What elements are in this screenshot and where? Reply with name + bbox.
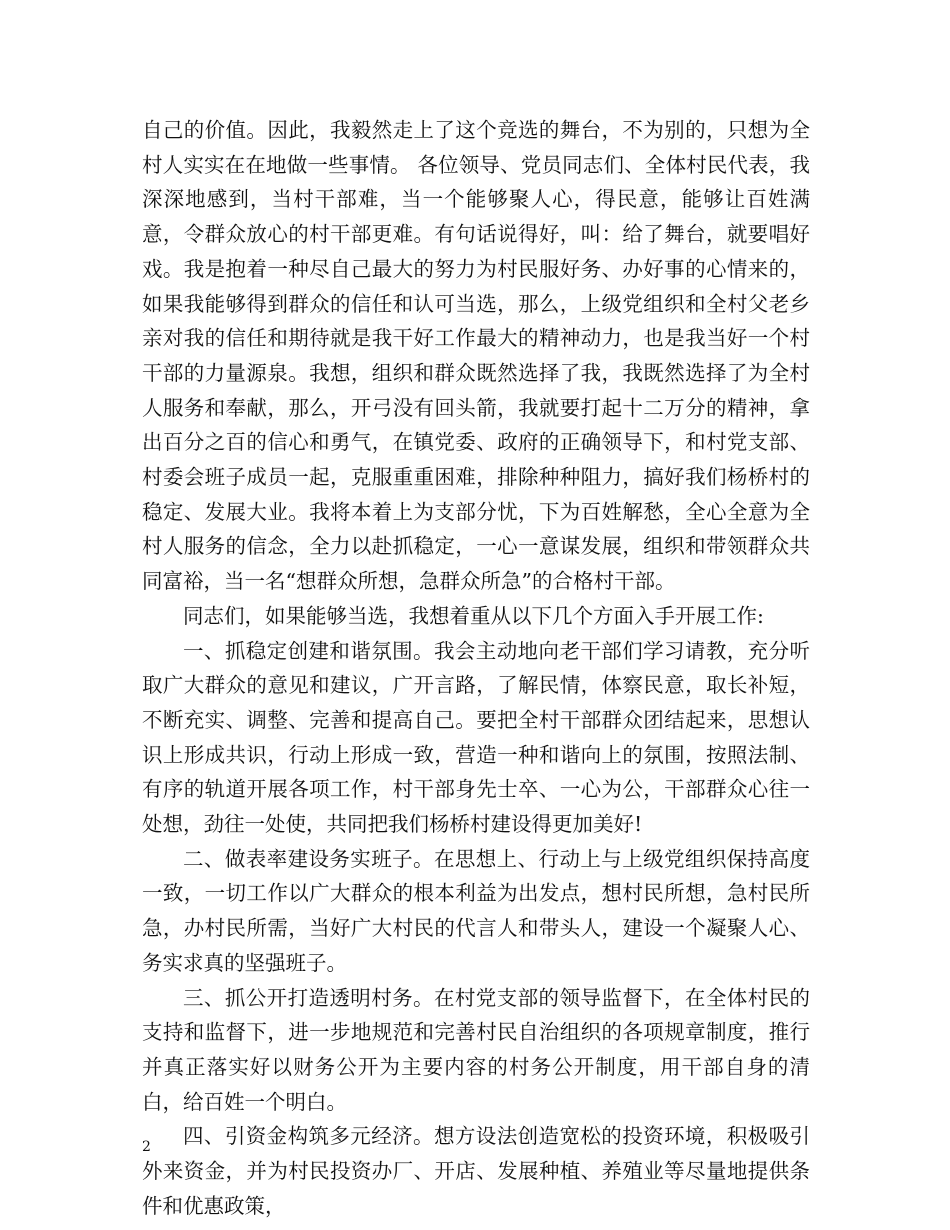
page-number: 2 — [142, 1139, 151, 1155]
page-body — [142, 113, 810, 1224]
paragraph-point-one: 一、抓稳定创建和谐氛围。我会主动地向老干部们学习请教，充分听取广大群众的意见和建议，广开言路，了解民情，体察民意，取长补短，不断充实、调整、完善和提高自己。要把全村干部群众团结起来，思想认识上形成共识，行动上形成一致，营造一种和谐向上的氛围，按照法制、有序的轨道开展各项工作，村干部身先士卒、一心为公，干部群众心往一处想，劲往一处使，共同把我们杨桥村建设得更加美好! — [142, 638, 810, 837]
paragraph-point-three: 三、抓公开打造透明村务。在村党支部的领导监督下，在全体村民的支持和监督下，进一步地规范和完善村民自治组织的各项规章制度，推行并真正落实好以财务公开为主要内容的村务公开制度，用干部自身的清白，给百姓一个明白。 — [142, 985, 810, 1114]
paragraph-point-two: 二、做表率建设务实班子。在思想上、行动上与上级党组织保持高度一致，一切工作以广大群众的根本利益为出发点，想村民所想，急村民所急，办村民所需，当好广大村民的代言人和带头人，建设一个凝聚人心、务实求真的坚强班子。 — [142, 846, 810, 975]
paragraph-intro: 同志们，如果能够当选，我想着重从以下几个方面入手开展工作: — [183, 603, 764, 628]
paragraph-point-four: 四、引资金构筑多元经济。想方设法创造宽松的投资环境，积极吸引外来资金，并为村民投资办厂、开店、发展种植、养殖业等尽量地提供条件和优惠政策， — [142, 1124, 810, 1218]
paragraph-continued: 自己的价值。因此，我毅然走上了这个竞选的舞台，不为别的，只想为全村人实实在在地做一些事情。 各位领导、党员同志们、全体村民代表，我深深地感到，当村干部难，当一个能够聚人心，得民意，能够让百姓满意，令群众放心的村干部更难。有句话说得好，叫：给了舞台，就要唱好戏。我是抱着一种尽自己最大的努力为村民服好务、办好事的心情来的，如果我能够得到群众的信任和认可当选，那么，上级党组织和全村父老乡亲对我的信任和期待就是我干好工作最大的精神动力，也是我当好一个村干部的力量源泉。我想，组织和群众既然选择了我，我既然选择了为全村人服务和奉献，那么，开弓没有回头箭，我就要打起十二万分的精神，拿出百分之百的信心和勇气，在镇党委、政府的正确领导下，和村党支部、村委会班子成员一起，克服重重困难，排除种种阻力，搞好我们杨桥村的稳定、发展大业。我将本着上为支部分忧，下为百姓解愁，全心全意为全村人服务的信念，全力以赴抓稳定，一心一意谋发展，组织和带领群众共同富裕，当一名“想群众所想，急群众所急”的合格村干部。 — [142, 118, 810, 594]
